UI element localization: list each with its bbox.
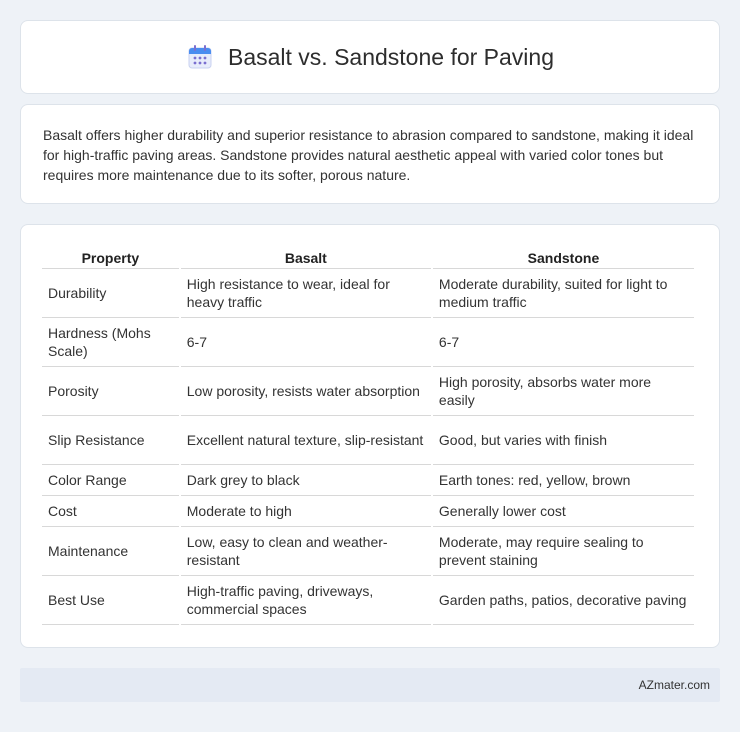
sandstone-cell: Moderate, may require sealing to prevent staining [433, 527, 694, 576]
basalt-cell: High-traffic paving, driveways, commercial spaces [181, 576, 431, 625]
table-header-row [42, 245, 694, 269]
basalt-cell: Dark grey to black [181, 465, 431, 496]
table-row [42, 527, 694, 576]
sandstone-cell: Good, but varies with finish [433, 416, 694, 465]
footer-brand[interactable]: AZmater.com [638, 678, 710, 692]
title-card [20, 20, 720, 94]
basalt-cell: Low, easy to clean and weather-resistant [181, 527, 431, 576]
header-basalt: Basalt [181, 245, 431, 269]
property-cell: Cost [42, 496, 179, 527]
comparison-card [20, 224, 720, 648]
property-cell: Color Range [42, 465, 179, 496]
property-cell: Slip Resistance [42, 416, 179, 465]
property-cell: Porosity [42, 367, 179, 416]
basalt-cell: Excellent natural texture, slip-resistant [181, 416, 431, 465]
basalt-cell: High resistance to wear, ideal for heavy traffic [181, 269, 431, 318]
description-text: Basalt offers higher durability and superior resistance to abrasion compared to sandstone, making it ideal for high-traffic paving areas. Sandstone provides natural aesthetic appeal with varied color tones but requires more maintenance due to its softer, porous nature. [43, 127, 694, 183]
page-title: Basalt vs. Sandstone for Paving [227, 43, 555, 70]
property-cell: Durability [42, 269, 179, 318]
table-row [42, 576, 694, 625]
property-cell: Hardness (Mohs Scale) [42, 318, 179, 367]
table-row [42, 465, 694, 496]
footer [20, 668, 720, 702]
sandstone-cell: High porosity, absorbs water more easily [433, 367, 694, 416]
sandstone-cell: 6-7 [433, 318, 694, 367]
sandstone-cell: Garden paths, patios, decorative paving [433, 576, 694, 625]
sandstone-cell: Generally lower cost [433, 496, 694, 527]
table-row [42, 416, 694, 465]
description-card [20, 104, 720, 204]
header-property: Property [42, 245, 179, 269]
comparison-table [40, 245, 696, 625]
header-sandstone: Sandstone [433, 245, 694, 269]
table-row [42, 269, 694, 318]
sandstone-cell: Moderate durability, suited for light to medium traffic [433, 269, 694, 318]
sandstone-cell: Earth tones: red, yellow, brown [433, 465, 694, 496]
property-cell: Maintenance [42, 527, 179, 576]
table-row [42, 318, 694, 367]
basalt-cell: Moderate to high [181, 496, 431, 527]
property-cell: Best Use [42, 576, 179, 625]
basalt-cell: Low porosity, resists water absorption [181, 367, 431, 416]
basalt-cell: 6-7 [181, 318, 431, 367]
table-row [42, 367, 694, 416]
table-row [42, 496, 694, 527]
calendar-icon [186, 43, 214, 71]
